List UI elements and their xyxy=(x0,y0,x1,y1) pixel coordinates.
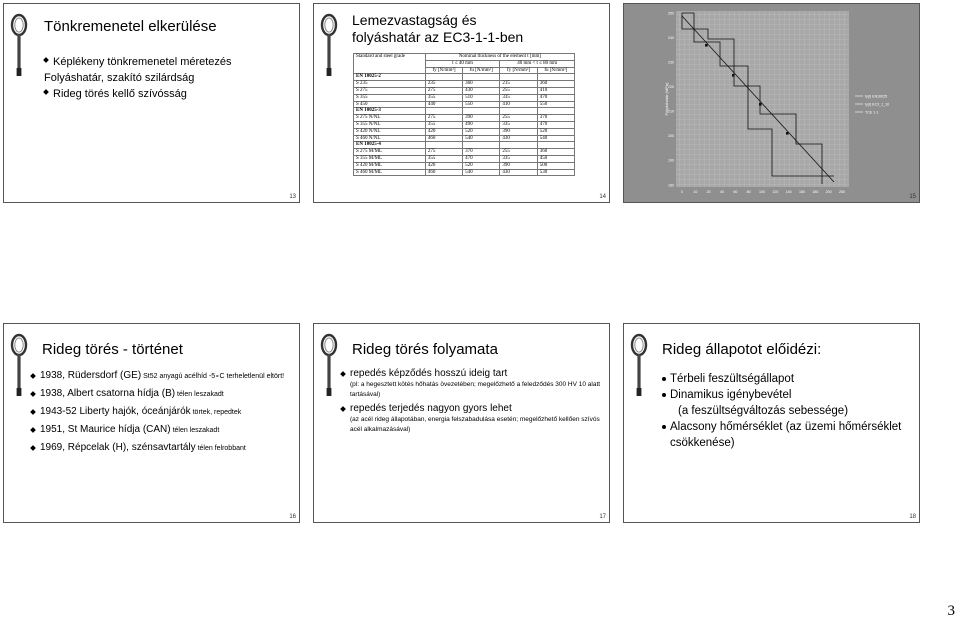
table-cell: 460 xyxy=(425,135,462,142)
table-cell xyxy=(500,74,537,81)
legend-entry: TCE 1-1 xyxy=(865,110,879,115)
table-cell: 360 xyxy=(537,149,574,156)
table-corner: Standard and steel grade xyxy=(354,54,426,74)
slide-18 xyxy=(623,323,920,523)
table-row xyxy=(354,101,575,108)
table-cell: 215 xyxy=(500,81,537,88)
table-row xyxy=(354,81,575,88)
table-cell xyxy=(537,108,574,115)
table-row xyxy=(354,94,575,101)
table-row xyxy=(354,121,575,128)
slide-title: Rideg törés folyamata xyxy=(352,341,498,358)
list-item: 1938, Albert csatorna hídja (B) télen leszakadt xyxy=(31,388,296,401)
table-cell: 440 xyxy=(425,101,462,108)
table-cell: 335 xyxy=(500,155,537,162)
table-subheader: fu [N/mm²] xyxy=(463,67,500,74)
table-cell: 500 xyxy=(537,162,574,169)
list-item: Térbeli feszültségállapot xyxy=(661,371,911,387)
x-tick-label: 60 xyxy=(733,190,738,194)
table-row xyxy=(354,115,575,122)
table-row xyxy=(354,149,575,156)
table-group-name: EN 10025-3 xyxy=(354,108,426,115)
table-cell: 460 xyxy=(425,169,462,176)
table-cell: 370 xyxy=(463,149,500,156)
slide-title: Tönkremenetel elkerülése xyxy=(44,18,217,35)
table-cell: S 460 N/NL xyxy=(354,135,426,142)
x-tick-label: 20 xyxy=(706,190,711,194)
keyholder-icon xyxy=(9,12,29,78)
list-item: Képlékeny tönkremenetel méretezés xyxy=(44,54,232,70)
table-cell xyxy=(425,108,462,115)
table-cell: 510 xyxy=(463,94,500,101)
table-cell xyxy=(537,142,574,149)
table-span-header: Nominal thickness of the element t [mm] xyxy=(425,54,574,61)
slide-14 xyxy=(313,3,610,203)
table-group-name: EN 10025-2 xyxy=(354,74,426,81)
table-cell: 360 xyxy=(537,81,574,88)
table-cell: 420 xyxy=(425,162,462,169)
table-cell xyxy=(425,74,462,81)
table-cell: 335 xyxy=(500,121,537,128)
keyholder-icon xyxy=(319,12,339,78)
slide-number: 13 xyxy=(289,194,296,200)
table-cell: S 235 xyxy=(354,81,426,88)
table-cell: 470 xyxy=(537,94,574,101)
keyholder-icon xyxy=(9,332,29,398)
table-cell xyxy=(500,142,537,149)
table-cell: S 420 N/NL xyxy=(354,128,426,135)
table-cell: 450 xyxy=(537,155,574,162)
table-cell: 370 xyxy=(537,115,574,122)
table-cell: 390 xyxy=(500,162,537,169)
table-group-row xyxy=(354,142,575,149)
table-subheader: fy [N/mm²] xyxy=(425,67,462,74)
table-cell: 255 xyxy=(500,115,537,122)
x-tick-label: 250 xyxy=(839,190,845,194)
table-row xyxy=(354,87,575,94)
table-row xyxy=(354,135,575,142)
steel-grade-table xyxy=(353,53,575,176)
table-cell: 355 xyxy=(425,94,462,101)
thickness-yield-chart xyxy=(624,4,919,202)
y-tick-label: 190 xyxy=(668,158,674,163)
list-item: (a feszültségváltozás sebessége) xyxy=(678,405,849,417)
table-cell: 430 xyxy=(500,135,537,142)
table-cell xyxy=(537,74,574,81)
table-group-header: 40 mm < t ≤ 80 mm xyxy=(500,60,575,67)
diamond-bullet-icon xyxy=(43,57,49,63)
y-axis-label: Folyáshatár (MPa) xyxy=(664,82,669,116)
table-cell: 275 xyxy=(425,149,462,156)
table-cell: S 355 xyxy=(354,94,426,101)
list-item: Alacsony hőmérséklet (az üzemi hőmérséklet csökkenése) xyxy=(661,419,911,451)
table-cell: S 450 xyxy=(354,101,426,108)
diamond-bullet-icon xyxy=(30,409,36,415)
table-cell xyxy=(425,142,462,149)
slide-title: Lemezvastagság és folyáshatár az EC3-1-1-ben xyxy=(352,12,524,45)
round-bullet-icon xyxy=(662,425,666,429)
table-row xyxy=(354,169,575,176)
slide-number: 16 xyxy=(289,514,296,520)
table-cell: 470 xyxy=(463,155,500,162)
x-tick-label: 160 xyxy=(799,190,805,194)
list-item: Rideg törés kellő szívósság xyxy=(44,86,232,102)
round-bullet-icon xyxy=(662,393,666,397)
slide-15 xyxy=(623,3,920,203)
list-item: Dinamikus igénybevétel xyxy=(661,387,911,403)
slide-13 xyxy=(3,3,300,203)
slide-number: 17 xyxy=(599,514,606,520)
x-tick-label: 200 xyxy=(825,190,832,194)
list-item: repedés képződés hosszú ideig tart (pl: a hegesztett kötés hőhatás övezetében; megelőzhető a feledződés 300 HV 10 alatt tartásával) xyxy=(341,368,601,400)
table-cell: 275 xyxy=(425,87,462,94)
table-cell: 255 xyxy=(500,87,537,94)
diamond-bullet-icon xyxy=(30,427,36,433)
legend-entry: fy(t) EC3_1_10 xyxy=(865,102,890,107)
table-cell: 550 xyxy=(463,101,500,108)
table-cell xyxy=(463,108,500,115)
table-cell: 520 xyxy=(463,128,500,135)
table-cell: 275 xyxy=(425,115,462,122)
table-cell: 430 xyxy=(500,169,537,176)
slide-number: 18 xyxy=(909,514,916,520)
diamond-bullet-icon xyxy=(30,373,36,379)
table-cell: 235 xyxy=(425,81,462,88)
slide-title: Rideg állapotot előidézi: xyxy=(662,341,822,358)
x-tick-label: 40 xyxy=(720,190,724,194)
table-subheader: fu [N/mm²] xyxy=(537,67,574,74)
y-tick-label: 230 xyxy=(668,60,674,65)
table-cell xyxy=(463,74,500,81)
table-cell: 540 xyxy=(537,135,574,142)
table-subheader: fy [N/mm²] xyxy=(500,67,537,74)
table-cell: 255 xyxy=(500,149,537,156)
table-group-name: EN 10025-4 xyxy=(354,142,426,149)
diamond-bullet-icon xyxy=(30,391,36,397)
table-cell: 540 xyxy=(463,169,500,176)
x-tick-label: 0 xyxy=(681,190,683,194)
table-cell: S 275 xyxy=(354,87,426,94)
table-cell: 410 xyxy=(537,87,574,94)
y-tick-label: 220 xyxy=(668,85,674,90)
table-cell: 490 xyxy=(463,121,500,128)
diamond-bullet-icon xyxy=(43,89,49,95)
slide-number: 14 xyxy=(599,194,606,200)
list-item: 1943-52 Liberty hajók, óceánjárók törtek, repedtek xyxy=(31,406,296,419)
table-cell: 550 xyxy=(537,101,574,108)
table-cell: 420 xyxy=(425,128,462,135)
table-cell: 390 xyxy=(463,115,500,122)
slide-number: 15 xyxy=(909,194,916,200)
diamond-bullet-icon xyxy=(340,406,346,412)
table-cell: 430 xyxy=(463,87,500,94)
table-cell: 355 xyxy=(425,121,462,128)
table-cell: 335 xyxy=(500,94,537,101)
table-cell: 540 xyxy=(463,135,500,142)
slide-title: Rideg törés - történet xyxy=(42,341,183,358)
table-cell: S 460 M/ML xyxy=(354,169,426,176)
table-group-row xyxy=(354,108,575,115)
y-tick-label: 200 xyxy=(668,134,674,139)
table-cell: 360 xyxy=(463,81,500,88)
keyholder-icon xyxy=(319,332,339,398)
bullet-list xyxy=(31,370,296,460)
keyholder-icon xyxy=(629,332,649,398)
table-cell: 390 xyxy=(500,128,537,135)
x-tick-label: 120 xyxy=(772,190,779,194)
bullet-list xyxy=(44,54,232,102)
x-tick-label: 100 xyxy=(759,190,765,194)
legend-entry: fy(t) EN10025 xyxy=(865,94,888,99)
y-tick-label: 180 xyxy=(668,183,674,188)
table-cell: 355 xyxy=(425,155,462,162)
slide-16 xyxy=(3,323,300,523)
table-cell: S 275 M/ML xyxy=(354,149,426,156)
table-cell: S 420 M/ML xyxy=(354,162,426,169)
table-cell: 520 xyxy=(463,162,500,169)
page-number: 3 xyxy=(947,603,955,619)
table-row xyxy=(354,155,575,162)
list-item: 1938, Rüdersdorf (GE) St52 anyagú acélhíd -5∘C terheletlenül eltört! xyxy=(31,370,296,383)
x-tick-label: 180 xyxy=(812,190,819,194)
table-group-header: t ≤ 40 mm xyxy=(425,60,500,67)
list-item: repedés terjedés nagyon gyors lehet (az acél rideg állapotában, energia felszabadulása esetén; megelőzhető kellően szívós acél alkalmazásával) xyxy=(341,403,601,435)
list-item: 1951, St Maurice hídja (CAN) télen leszakadt xyxy=(31,424,296,437)
table-cell: 470 xyxy=(537,121,574,128)
slide-17 xyxy=(313,323,610,523)
x-tick-label: 140 xyxy=(785,190,792,194)
y-tick-label: 210 xyxy=(668,109,674,114)
table-cell: 410 xyxy=(500,101,537,108)
diamond-bullet-icon xyxy=(340,371,346,377)
y-tick-label: 250 xyxy=(668,11,674,16)
y-tick-label: 240 xyxy=(668,35,674,40)
table-cell: S 355 M/ML xyxy=(354,155,426,162)
x-tick-label: 10 xyxy=(693,190,698,194)
table-cell: 520 xyxy=(537,128,574,135)
table-group-row xyxy=(354,74,575,81)
table-cell: S 355 N/NL xyxy=(354,121,426,128)
bullet-list xyxy=(341,368,601,438)
table-cell xyxy=(500,108,537,115)
list-item: 1969, Répcelak (H), szénsavtartály télen felrobbant xyxy=(31,442,296,455)
round-bullet-icon xyxy=(662,377,666,381)
diamond-bullet-icon xyxy=(30,445,36,451)
bullet-list xyxy=(661,371,911,451)
list-item: Folyáshatár, szakító szilárdság xyxy=(44,72,195,84)
table-row xyxy=(354,128,575,135)
x-tick-label: 80 xyxy=(746,190,751,194)
table-cell xyxy=(463,142,500,149)
table-cell: S 275 N/NL xyxy=(354,115,426,122)
table-row xyxy=(354,162,575,169)
table-cell: 530 xyxy=(537,169,574,176)
